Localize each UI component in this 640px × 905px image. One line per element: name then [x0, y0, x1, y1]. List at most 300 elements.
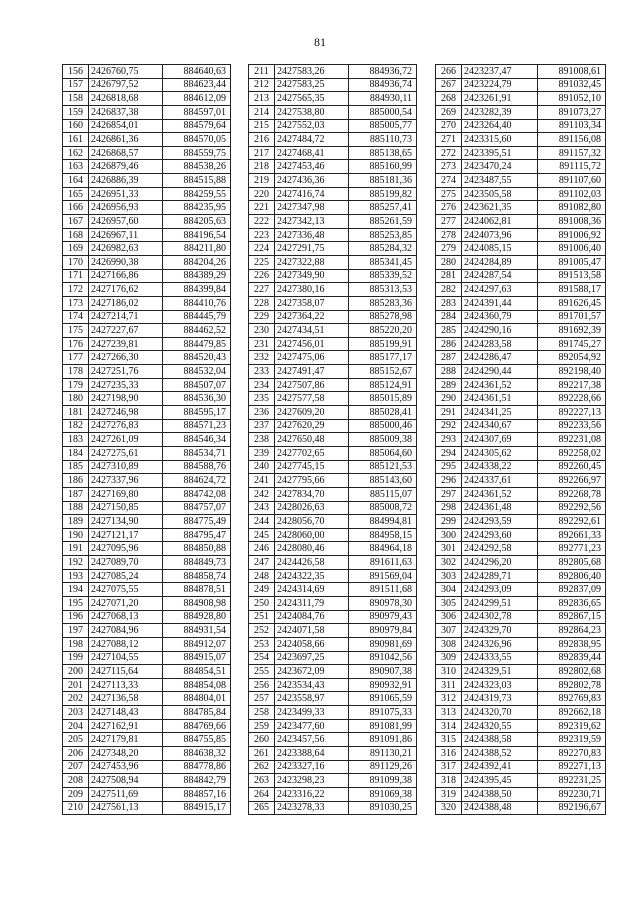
table-row: [249, 146, 417, 160]
table-row: [249, 678, 417, 692]
y-coordinate: 884559,75: [163, 146, 231, 160]
point-number: 213: [249, 92, 275, 106]
table-row: [63, 78, 231, 92]
y-coordinate: 884205,63: [163, 215, 231, 229]
y-coordinate: 891030,25: [349, 801, 417, 815]
point-number: 205: [63, 733, 89, 747]
x-coordinate: 2427453,96: [89, 760, 163, 774]
y-coordinate: 884597,01: [163, 105, 231, 119]
table-row: [63, 296, 231, 310]
table-row: [249, 610, 417, 624]
table-row: [63, 174, 231, 188]
y-coordinate: 891102,03: [538, 187, 606, 201]
x-coordinate: 2427291,75: [275, 242, 349, 256]
y-coordinate: 884915,17: [163, 801, 231, 815]
y-coordinate: 884849,73: [163, 556, 231, 570]
y-coordinate: 884571,23: [163, 419, 231, 433]
y-coordinate: 884462,52: [163, 324, 231, 338]
y-coordinate: 884546,34: [163, 433, 231, 447]
x-coordinate: 2424085,15: [462, 242, 538, 256]
x-coordinate: 2424322,35: [275, 569, 349, 583]
x-coordinate: 2423621,35: [462, 201, 538, 215]
point-number: 250: [249, 596, 275, 610]
y-coordinate: 885152,67: [349, 365, 417, 379]
table-row: [249, 446, 417, 460]
y-coordinate: 891091,86: [349, 733, 417, 747]
x-coordinate: 2424388,52: [462, 747, 538, 761]
x-coordinate: 2423237,47: [462, 65, 538, 79]
point-number: 255: [249, 665, 275, 679]
point-number: 202: [63, 692, 89, 706]
point-number: 226: [249, 269, 275, 283]
y-coordinate: 885284,32: [349, 242, 417, 256]
table-row: [436, 651, 606, 665]
table-row: [436, 160, 606, 174]
x-coordinate: 2424329,70: [462, 624, 538, 638]
y-coordinate: 884912,07: [163, 637, 231, 651]
x-coordinate: 2427134,90: [89, 515, 163, 529]
table-row: [436, 310, 606, 324]
x-coordinate: 2424326,96: [462, 637, 538, 651]
point-number: 239: [249, 446, 275, 460]
y-coordinate: 885124,91: [349, 378, 417, 392]
point-number: 269: [436, 105, 462, 119]
table-row: [436, 351, 606, 365]
point-number: 162: [63, 146, 89, 160]
y-coordinate: 892231,25: [538, 774, 606, 788]
point-number: 190: [63, 528, 89, 542]
point-number: 191: [63, 542, 89, 556]
point-number: 293: [436, 433, 462, 447]
x-coordinate: 2427609,20: [275, 406, 349, 420]
table-row: [436, 215, 606, 229]
point-number: 246: [249, 542, 275, 556]
point-number: 180: [63, 392, 89, 406]
point-number: 280: [436, 255, 462, 269]
table-row: [436, 624, 606, 638]
table-row: [436, 515, 606, 529]
point-number: 305: [436, 596, 462, 610]
table-row: [249, 242, 417, 256]
y-coordinate: 884854,51: [163, 665, 231, 679]
y-coordinate: 885000,46: [349, 419, 417, 433]
x-coordinate: 2424333,55: [462, 651, 538, 665]
y-coordinate: 885181,36: [349, 174, 417, 188]
y-coordinate: 891073,27: [538, 105, 606, 119]
x-coordinate: 2427121,17: [89, 528, 163, 542]
point-number: 268: [436, 92, 462, 106]
y-coordinate: 884588,76: [163, 460, 231, 474]
x-coordinate: 2427235,33: [89, 378, 163, 392]
x-coordinate: 2424302,78: [462, 610, 538, 624]
y-coordinate: 885283,36: [349, 296, 417, 310]
y-coordinate: 885009,38: [349, 433, 417, 447]
table-row: [436, 637, 606, 651]
y-coordinate: 892258,02: [538, 446, 606, 460]
point-number: 166: [63, 201, 89, 215]
table-row: [249, 419, 417, 433]
point-number: 207: [63, 760, 89, 774]
table-row: [436, 542, 606, 556]
table-row: [63, 283, 231, 297]
x-coordinate: 2424073,96: [462, 228, 538, 242]
point-number: 290: [436, 392, 462, 406]
point-number: 251: [249, 610, 275, 624]
point-number: 275: [436, 187, 462, 201]
table-row: [249, 351, 417, 365]
y-coordinate: 885005,77: [349, 119, 417, 133]
point-number: 307: [436, 624, 462, 638]
x-coordinate: 2427176,62: [89, 283, 163, 297]
point-number: 316: [436, 747, 462, 761]
y-coordinate: 891107,60: [538, 174, 606, 188]
table-row: [63, 596, 231, 610]
point-number: 235: [249, 392, 275, 406]
y-coordinate: 890979,84: [349, 624, 417, 638]
point-number: 301: [436, 542, 462, 556]
table-row: [436, 242, 606, 256]
table-row: [63, 187, 231, 201]
point-number: 266: [436, 65, 462, 79]
y-coordinate: 891099,38: [349, 774, 417, 788]
point-number: 216: [249, 133, 275, 147]
point-number: 245: [249, 528, 275, 542]
x-coordinate: 2424388,48: [462, 801, 538, 815]
point-number: 238: [249, 433, 275, 447]
x-coordinate: 2427275,61: [89, 446, 163, 460]
y-coordinate: 884196,54: [163, 228, 231, 242]
x-coordinate: 2424297,63: [462, 283, 538, 297]
y-coordinate: 884804,01: [163, 692, 231, 706]
y-coordinate: 892806,40: [538, 569, 606, 583]
table-row: [249, 78, 417, 92]
x-coordinate: 2427348,20: [89, 747, 163, 761]
point-number: 257: [249, 692, 275, 706]
x-coordinate: 2427434,51: [275, 324, 349, 338]
x-coordinate: 2423470,24: [462, 160, 538, 174]
table-row: [63, 310, 231, 324]
x-coordinate: 2424292,58: [462, 542, 538, 556]
x-coordinate: 2424323,03: [462, 678, 538, 692]
table-row: [436, 406, 606, 420]
table-row: [436, 610, 606, 624]
point-number: 243: [249, 501, 275, 515]
y-coordinate: 891006,40: [538, 242, 606, 256]
point-number: 221: [249, 201, 275, 215]
y-coordinate: 892802,68: [538, 665, 606, 679]
table-row: [63, 692, 231, 706]
table-row: [249, 542, 417, 556]
x-coordinate: 2424361,52: [462, 487, 538, 501]
point-number: 263: [249, 774, 275, 788]
y-coordinate: 884211,80: [163, 242, 231, 256]
y-coordinate: 884534,71: [163, 446, 231, 460]
x-coordinate: 2427468,41: [275, 146, 349, 160]
point-number: 313: [436, 706, 462, 720]
x-coordinate: 2424391,44: [462, 296, 538, 310]
x-coordinate: 2424388,58: [462, 733, 538, 747]
table-row: [249, 583, 417, 597]
point-number: 244: [249, 515, 275, 529]
x-coordinate: 2423697,25: [275, 651, 349, 665]
point-number: 186: [63, 474, 89, 488]
x-coordinate: 2427239,81: [89, 337, 163, 351]
point-number: 203: [63, 706, 89, 720]
point-number: 259: [249, 719, 275, 733]
x-coordinate: 2423388,64: [275, 747, 349, 761]
x-coordinate: 2423261,91: [462, 92, 538, 106]
table-row: [249, 174, 417, 188]
table-row: [436, 665, 606, 679]
point-number: 160: [63, 119, 89, 133]
y-coordinate: 884612,09: [163, 92, 231, 106]
x-coordinate: 2427507,86: [275, 378, 349, 392]
table-row: [249, 310, 417, 324]
point-number: 309: [436, 651, 462, 665]
y-coordinate: 890981,69: [349, 637, 417, 651]
y-coordinate: 884854,08: [163, 678, 231, 692]
table-row: [63, 215, 231, 229]
y-coordinate: 885253,85: [349, 228, 417, 242]
x-coordinate: 2424329,51: [462, 665, 538, 679]
point-number: 276: [436, 201, 462, 215]
y-coordinate: 884958,15: [349, 528, 417, 542]
y-coordinate: 892233,56: [538, 419, 606, 433]
x-coordinate: 2423316,22: [275, 787, 349, 801]
y-coordinate: 884579,64: [163, 119, 231, 133]
table-row: [249, 119, 417, 133]
point-number: 265: [249, 801, 275, 815]
table-row: [436, 378, 606, 392]
y-coordinate: 885115,07: [349, 487, 417, 501]
point-number: 192: [63, 556, 89, 570]
x-coordinate: 2427650,48: [275, 433, 349, 447]
point-number: 227: [249, 283, 275, 297]
table-row: [63, 624, 231, 638]
y-coordinate: 885160,99: [349, 160, 417, 174]
point-number: 182: [63, 419, 89, 433]
x-coordinate: 2426868,57: [89, 146, 163, 160]
y-coordinate: 891005,47: [538, 255, 606, 269]
x-coordinate: 2427150,85: [89, 501, 163, 515]
table-row: [436, 201, 606, 215]
table-row: [63, 747, 231, 761]
y-coordinate: 884742,08: [163, 487, 231, 501]
point-number: 178: [63, 365, 89, 379]
x-coordinate: 2428080,46: [275, 542, 349, 556]
table-row: [436, 474, 606, 488]
x-coordinate: 2424293,60: [462, 528, 538, 542]
y-coordinate: 884507,07: [163, 378, 231, 392]
table-row: [436, 692, 606, 706]
x-coordinate: 2427186,02: [89, 296, 163, 310]
y-coordinate: 884235,95: [163, 201, 231, 215]
table-row: [63, 324, 231, 338]
table-row: [63, 105, 231, 119]
y-coordinate: 891008,61: [538, 65, 606, 79]
y-coordinate: 891129,26: [349, 760, 417, 774]
table-row: [63, 446, 231, 460]
x-coordinate: 2427336,48: [275, 228, 349, 242]
table-row: [63, 637, 231, 651]
y-coordinate: 884769,66: [163, 719, 231, 733]
table-row: [436, 460, 606, 474]
table-row: [436, 337, 606, 351]
x-coordinate: 2427179,81: [89, 733, 163, 747]
y-coordinate: 891130,21: [349, 747, 417, 761]
point-number: 189: [63, 515, 89, 529]
point-number: 167: [63, 215, 89, 229]
y-coordinate: 884204,26: [163, 255, 231, 269]
x-coordinate: 2423534,43: [275, 678, 349, 692]
y-coordinate: 891065,59: [349, 692, 417, 706]
y-coordinate: 884915,07: [163, 651, 231, 665]
y-coordinate: 891006,92: [538, 228, 606, 242]
point-number: 219: [249, 174, 275, 188]
x-coordinate: 2423327,16: [275, 760, 349, 774]
y-coordinate: 884775,49: [163, 515, 231, 529]
point-number: 271: [436, 133, 462, 147]
y-coordinate: 891115,72: [538, 160, 606, 174]
x-coordinate: 2427227,67: [89, 324, 163, 338]
y-coordinate: 885143,60: [349, 474, 417, 488]
point-number: 231: [249, 337, 275, 351]
table-row: [249, 474, 417, 488]
point-number: 256: [249, 678, 275, 692]
coordinate-table-3: [435, 64, 606, 815]
y-coordinate: 884928,80: [163, 610, 231, 624]
y-coordinate: 884638,32: [163, 747, 231, 761]
y-coordinate: 884931,54: [163, 624, 231, 638]
table-row: [249, 269, 417, 283]
table-row: [249, 65, 417, 79]
x-coordinate: 2427380,16: [275, 283, 349, 297]
point-number: 201: [63, 678, 89, 692]
x-coordinate: 2424289,71: [462, 569, 538, 583]
point-number: 302: [436, 556, 462, 570]
point-number: 159: [63, 105, 89, 119]
x-coordinate: 2427561,13: [89, 801, 163, 815]
x-coordinate: 2423315,60: [462, 133, 538, 147]
table-row: [63, 542, 231, 556]
point-number: 318: [436, 774, 462, 788]
y-coordinate: 884640,63: [163, 65, 231, 79]
table-row: [436, 760, 606, 774]
x-coordinate: 2427113,33: [89, 678, 163, 692]
x-coordinate: 2427349,90: [275, 269, 349, 283]
table-row: [436, 774, 606, 788]
y-coordinate: 884410,76: [163, 296, 231, 310]
table-row: [249, 706, 417, 720]
y-coordinate: 891069,38: [349, 787, 417, 801]
table-row: [249, 324, 417, 338]
x-coordinate: 2424338,22: [462, 460, 538, 474]
y-coordinate: 891082,80: [538, 201, 606, 215]
x-coordinate: 2427085,24: [89, 569, 163, 583]
point-number: 222: [249, 215, 275, 229]
y-coordinate: 884778,86: [163, 760, 231, 774]
point-number: 270: [436, 119, 462, 133]
point-number: 258: [249, 706, 275, 720]
x-coordinate: 2424320,70: [462, 706, 538, 720]
y-coordinate: 885177,17: [349, 351, 417, 365]
table-row: [436, 433, 606, 447]
table-row: [436, 583, 606, 597]
table-row: [63, 774, 231, 788]
x-coordinate: 2423282,39: [462, 105, 538, 119]
x-coordinate: 2427491,47: [275, 365, 349, 379]
table-row: [63, 515, 231, 529]
point-number: 237: [249, 419, 275, 433]
x-coordinate: 2424284,89: [462, 255, 538, 269]
x-coordinate: 2423264,40: [462, 119, 538, 133]
y-coordinate: 892839,44: [538, 651, 606, 665]
point-number: 240: [249, 460, 275, 474]
y-coordinate: 884757,07: [163, 501, 231, 515]
point-number: 173: [63, 296, 89, 310]
point-number: 193: [63, 569, 89, 583]
point-number: 252: [249, 624, 275, 638]
y-coordinate: 891569,04: [349, 569, 417, 583]
y-coordinate: 891103,34: [538, 119, 606, 133]
y-coordinate: 892198,40: [538, 365, 606, 379]
point-number: 194: [63, 583, 89, 597]
x-coordinate: 2427358,07: [275, 296, 349, 310]
point-number: 157: [63, 78, 89, 92]
y-coordinate: 892662,18: [538, 706, 606, 720]
point-number: 247: [249, 556, 275, 570]
x-coordinate: 2423505,58: [462, 187, 538, 201]
point-number: 210: [63, 801, 89, 815]
x-coordinate: 2424340,67: [462, 419, 538, 433]
table-row: [436, 446, 606, 460]
y-coordinate: 892802,78: [538, 678, 606, 692]
point-number: 215: [249, 119, 275, 133]
y-coordinate: 885000,54: [349, 105, 417, 119]
table-row: [436, 365, 606, 379]
point-number: 277: [436, 215, 462, 229]
table-row: [249, 556, 417, 570]
table-row: [436, 501, 606, 515]
y-coordinate: 891052,10: [538, 92, 606, 106]
point-number: 273: [436, 160, 462, 174]
x-coordinate: 2427364,22: [275, 310, 349, 324]
x-coordinate: 2423487,55: [462, 174, 538, 188]
point-number: 242: [249, 487, 275, 501]
point-number: 248: [249, 569, 275, 583]
x-coordinate: 2427475,06: [275, 351, 349, 365]
point-number: 264: [249, 787, 275, 801]
y-coordinate: 891588,17: [538, 283, 606, 297]
x-coordinate: 2427565,35: [275, 92, 349, 106]
table-row: [63, 337, 231, 351]
x-coordinate: 2426861,36: [89, 133, 163, 147]
table-row: [249, 624, 417, 638]
table-row: [249, 406, 417, 420]
y-coordinate: 884755,85: [163, 733, 231, 747]
x-coordinate: 2427436,36: [275, 174, 349, 188]
point-number: 289: [436, 378, 462, 392]
table-row: [249, 692, 417, 706]
point-number: 195: [63, 596, 89, 610]
table-row: [436, 174, 606, 188]
point-number: 177: [63, 351, 89, 365]
point-number: 288: [436, 365, 462, 379]
x-coordinate: 2424287,54: [462, 269, 538, 283]
page-number: 81: [314, 35, 326, 49]
table-row: [436, 787, 606, 801]
y-coordinate: 884936,74: [349, 78, 417, 92]
